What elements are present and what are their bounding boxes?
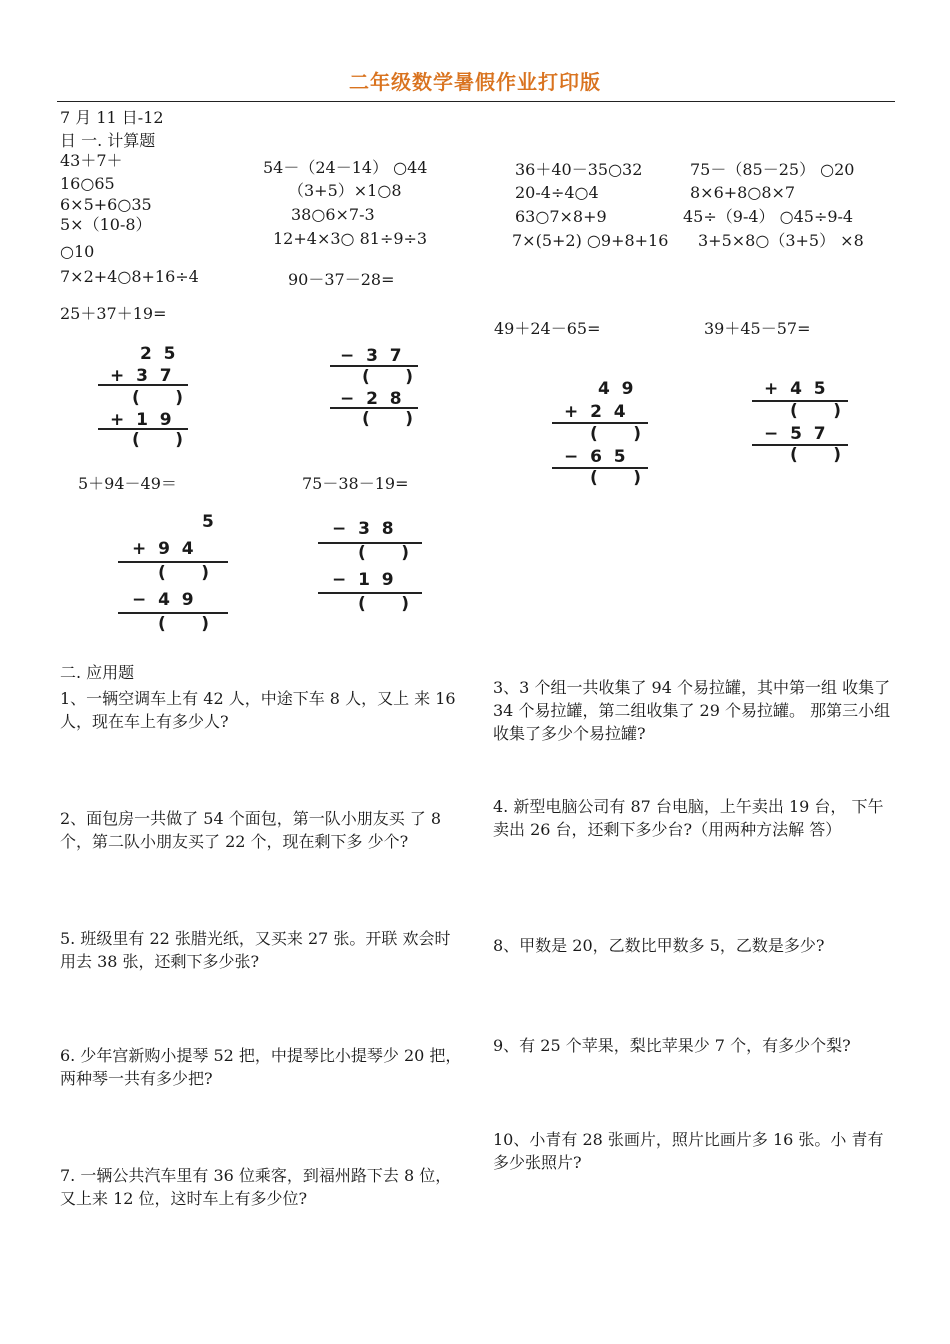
compare-item: 63○7×8+9	[515, 207, 607, 226]
compare-item: 5×（10-8）	[60, 215, 152, 234]
vertical-line	[752, 400, 848, 402]
vertical-answer-blank[interactable]: ( )	[358, 543, 410, 563]
vertical-operand: − 4 9	[132, 590, 194, 610]
word-problem-1: 1、一辆空调车上有 42 人，中途下车 8 人，又上 来 16 人，现在车上有多少人?	[60, 689, 456, 731]
compare-item: 45÷（9-4） ○45÷9-4	[683, 207, 854, 226]
compare-item: 3+5×8○（3+5） ×8	[698, 231, 864, 250]
vertical-answer-blank[interactable]: ( )	[790, 445, 842, 465]
vertical-answer-blank[interactable]: ( )	[158, 563, 210, 583]
word-problem-5: 5. 班级里有 22 张腊光纸，又买来 27 张。开联 欢会时用去 38 张，还剩下多少张?	[60, 929, 451, 971]
vertical-operand: − 2 8	[340, 389, 402, 409]
word-problem-9: 9、有 25 个苹果，梨比苹果少 7 个，有多少个梨?	[493, 1036, 851, 1055]
vertical-line	[318, 592, 422, 594]
expression: 5＋94－49＝	[78, 474, 177, 493]
compare-item: 36＋40－35○32	[515, 160, 643, 179]
compare-item: 20-4÷4○4	[515, 183, 599, 202]
vertical-line	[552, 422, 648, 424]
vertical-answer-blank[interactable]: ( )	[158, 614, 210, 634]
vertical-line	[552, 467, 648, 469]
vertical-operand: − 6 5	[564, 447, 626, 467]
compare-item: 12+4×3○ 81÷9÷3	[273, 229, 428, 248]
date-line: 7 月 11 日-12	[60, 108, 164, 127]
vertical-operand: − 3 7	[340, 346, 402, 366]
vertical-answer-blank[interactable]: ( )	[132, 430, 184, 450]
word-problem-6: 6. 少年宫新购小提琴 52 把，中提琴比小提琴少 20 把，两种琴一共有多少把?	[60, 1046, 462, 1088]
vertical-top-number: 2 5	[140, 344, 176, 364]
word-problem-3: 3、3 个组一共收集了 94 个易拉罐，其中第一组 收集了 34 个易拉罐，第二组收集了 29 个易拉罐。 那第三小组收集了多少个易拉罐?	[493, 678, 891, 743]
word-problem-2: 2、面包房一共做了 54 个面包，第一队小朋友买 了 8 个，第二队小朋友买了 22 个，现在剩下多 少个?	[60, 809, 442, 851]
compare-item: 43＋7＋	[60, 151, 123, 170]
word-problem-8: 8、甲数是 20，乙数比甲数多 5，乙数是多少?	[493, 936, 825, 955]
vertical-operand: + 3 7	[110, 366, 172, 386]
vertical-line	[98, 384, 188, 386]
compare-item: 54－（24－14） ○44	[263, 158, 428, 177]
compare-item: 6×5+6○35	[60, 195, 152, 214]
word-problem-4: 4. 新型电脑公司有 87 台电脑，上午卖出 19 台， 下午卖出 26 台，还剩下多少台?（用两种方法解 答）	[493, 797, 884, 839]
vertical-operand: − 5 7	[764, 424, 826, 444]
word-problem-10: 10、小青有 28 张画片，照片比画片多 16 张。小 青有多少张照片?	[493, 1130, 884, 1172]
vertical-answer-blank[interactable]: ( )	[362, 367, 414, 387]
vertical-line	[118, 612, 228, 614]
vertical-answer-blank[interactable]: ( )	[362, 409, 414, 429]
vertical-line	[752, 444, 848, 446]
vertical-line	[98, 428, 188, 430]
compare-item: （3+5）×1○8	[288, 181, 402, 200]
vertical-answer-blank[interactable]: ( )	[590, 424, 642, 444]
compare-item: ○10	[60, 242, 95, 261]
expression: 39＋45－57=	[704, 319, 811, 338]
vertical-operand: + 9 4	[132, 539, 194, 559]
compare-item: 7×2+4○8+16÷4	[60, 267, 199, 286]
expression: 25＋37＋19=	[60, 304, 167, 323]
compare-item: 38○6×7-3	[291, 205, 375, 224]
compare-item: 16○65	[60, 174, 115, 193]
compare-item: 8×6+8○8×7	[690, 183, 796, 202]
vertical-operand: + 4 5	[764, 379, 826, 399]
title-rule	[57, 101, 895, 102]
expression: 75－38－19=	[302, 474, 409, 493]
word-problem-7: 7. 一辆公共汽车里有 36 位乘客，到福州路下去 8 位，又上来 12 位，这时车上有多少位?	[60, 1166, 452, 1208]
section-heading-word-problems: 二. 应用题	[60, 663, 135, 682]
vertical-line	[330, 365, 418, 367]
vertical-answer-blank[interactable]: ( )	[132, 388, 184, 408]
vertical-top-number: 5	[202, 512, 214, 532]
vertical-operand: + 1 9	[110, 410, 172, 430]
vertical-line	[318, 542, 422, 544]
vertical-operand: + 2 4	[564, 402, 626, 422]
vertical-operand: − 1 9	[332, 570, 394, 590]
vertical-line	[330, 407, 418, 409]
section-heading-calculation: 日 一. 计算题	[60, 131, 156, 150]
vertical-line	[118, 561, 228, 563]
vertical-operand: − 3 8	[332, 519, 394, 539]
vertical-answer-blank[interactable]: ( )	[358, 594, 410, 614]
vertical-top-number: 4 9	[598, 379, 634, 399]
vertical-answer-blank[interactable]: ( )	[790, 401, 842, 421]
vertical-answer-blank[interactable]: ( )	[590, 468, 642, 488]
compare-item: 7×(5+2) ○9+8+16	[512, 231, 669, 250]
expression: 49＋24－65=	[494, 319, 601, 338]
expression: 90－37－28=	[288, 270, 395, 289]
page-title: 二年级数学暑假作业打印版	[349, 70, 601, 94]
compare-item: 75－（85－25） ○20	[690, 160, 855, 179]
